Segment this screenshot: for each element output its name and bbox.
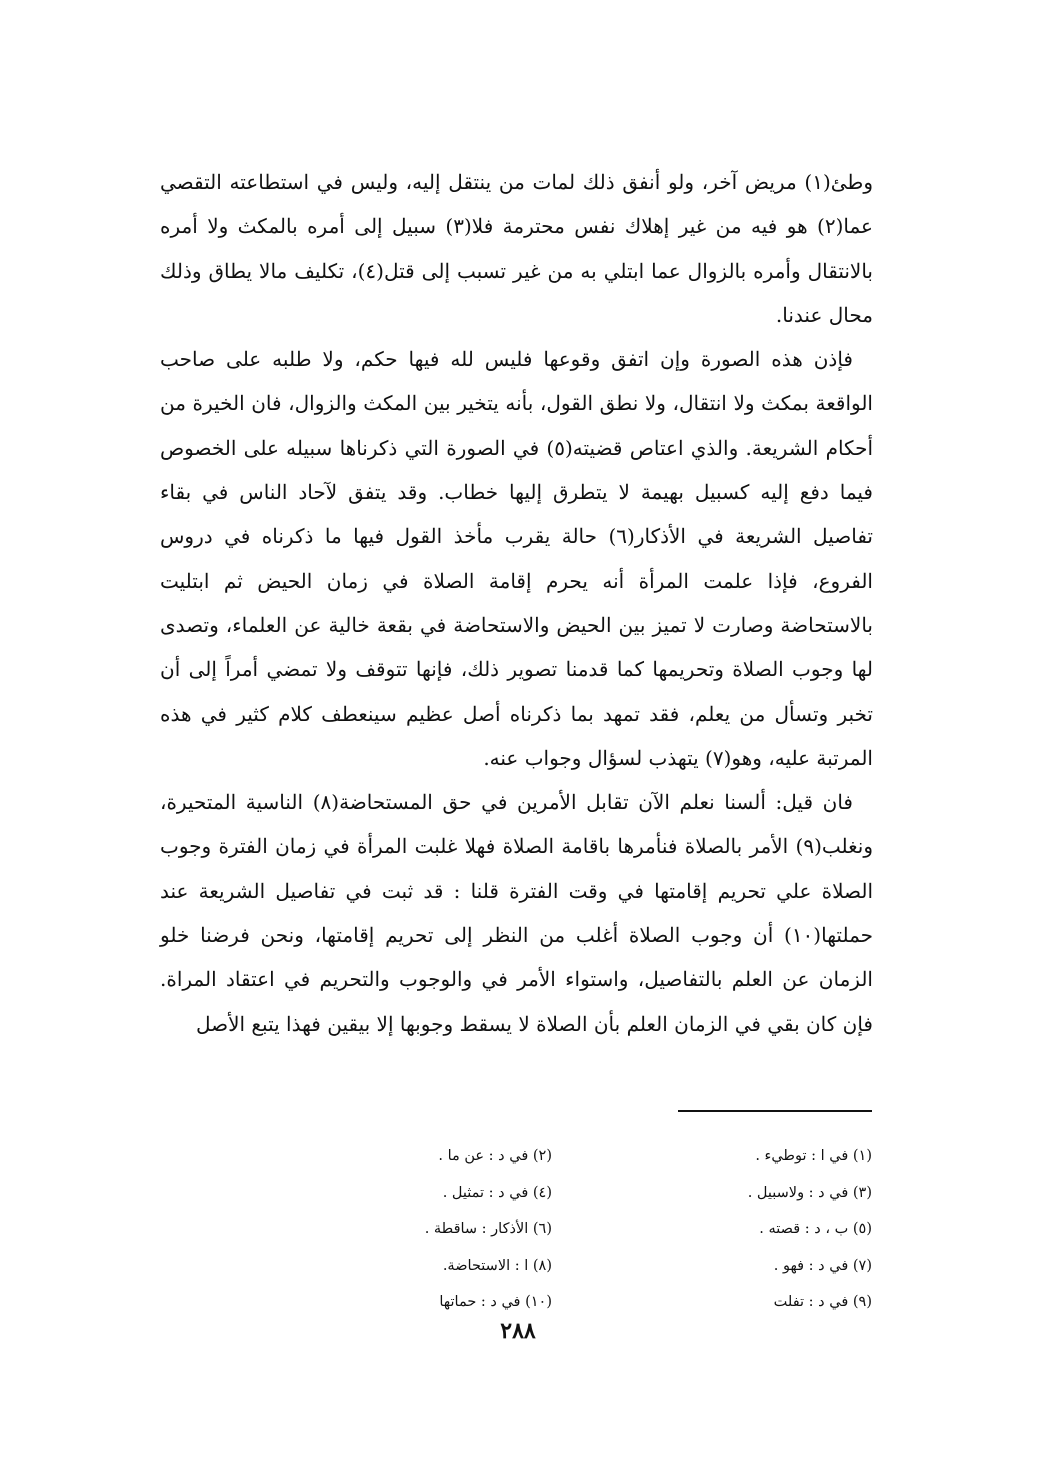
footnote-divider xyxy=(678,1110,872,1112)
footnote: (٣) في د : ولاسبيل . xyxy=(747,1184,872,1201)
footnotes-left-column xyxy=(332,1138,552,1321)
footnote: (١) في ا : توطيء . xyxy=(755,1148,872,1164)
page-number: ٢٨٨ xyxy=(500,1318,536,1344)
main-text xyxy=(160,160,873,1046)
footnote: (٤) في د : تمثيل . xyxy=(442,1184,552,1201)
paragraph: فإذن هذه الصورة وإن اتفق وقوعها فليس لله فيها حكم، ولا طلبه على صاحب الواقعة بمكث ولا انتقال، ولا نطق القول، بأنه يتخير بين المكث والزوال، فان الخيرة من أحكام الشريعة. والذي اعتاص قضيته(٥) في الصورة التي ذكرناها سبيله على الخصوص فيما دفع إليه كسبيل بهيمة لا يتطرق إليها خطاب. وقد يتفق لآحاد الناس في بقاء تفاصيل الشريعة في الأذكار(٦) حالة يقرب مأخذ القول فيها ما ذكرناه في دروس الفروع، فإذا علمت المرأة أنه يحرم إقامة الصلاة في زمان الحيض ثم ابتليت بالاستحاضة وصارت لا تميز بين الحيض والاستحاضة في بقعة خالية عن العلماء، وتصدى لها وجوب الصلاة وتحريمها كما قدمنا تصوير ذلك، فإنها تتوقف ولا تمضي أمراً إلى أن تخبر وتسأل من يعلم، فقد تمهد بما ذكرناه أصل عظيم سينعطف كلام كثير في هذه المرتبة عليه، وهو(٧) يتهذب لسؤال وجواب عنه. xyxy=(160,347,874,770)
paragraph: وطئ(١) مريض آخر، ولو أنفق ذلك لمات من ينتقل إليه، وليس في استطاعته التقصي عما(٢) هو فيه من غير إهلاك نفس محترمة فلا(٣) سبيل إلى أمره بالمكث ولا أمره بالانتقال وأمره بالزوال عما ابتلي به من غير تسبب إلى قتل(٤)، تكليف مالا يطاق وذلك محال عندنا. xyxy=(160,170,874,327)
footnotes-right-column xyxy=(622,1138,872,1321)
paragraph: فان قيل: ألسنا نعلم الآن تقابل الأمرين في حق المستحاضة(٨) الناسية المتحيرة، ونغلب(٩) الأمر بالصلاة فنأمرها باقامة الصلاة فهلا غلبت المرأة في زمان الفترة وجوب الصلاة علي تحريم إقامتها في وقت الفترة قلنا : قد ثبت في تفاصيل الشريعة عند حملتها(١٠) أن وجوب الصلاة أغلب من النظر إلى تحريم إقامتها، ونحن فرضنا خلو الزمان عن العلم بالتفاصيل، واستواء الأمر في والوجوب والتحريم في اعتقاد المراة. فإن كان بقي في الزمان العلم بأن الصلاة لا يسقط وجوبها إلا بيقين فهذا يتبع الأصل xyxy=(160,790,873,1036)
footnote: (١٠) في د : حماتها xyxy=(439,1294,552,1311)
footnote: (٥) ب ، د : قصته . xyxy=(759,1221,872,1238)
footnote: (٨) ا : الاستحاضة. xyxy=(442,1257,552,1274)
footnote: (٦) الأذكار : ساقطة . xyxy=(424,1221,552,1238)
footnote: (٢) في د : عن ما . xyxy=(438,1148,552,1164)
footnote: (٩) في د : تفلت xyxy=(773,1294,872,1311)
footnote: (٧) في د : فهو . xyxy=(773,1257,872,1274)
